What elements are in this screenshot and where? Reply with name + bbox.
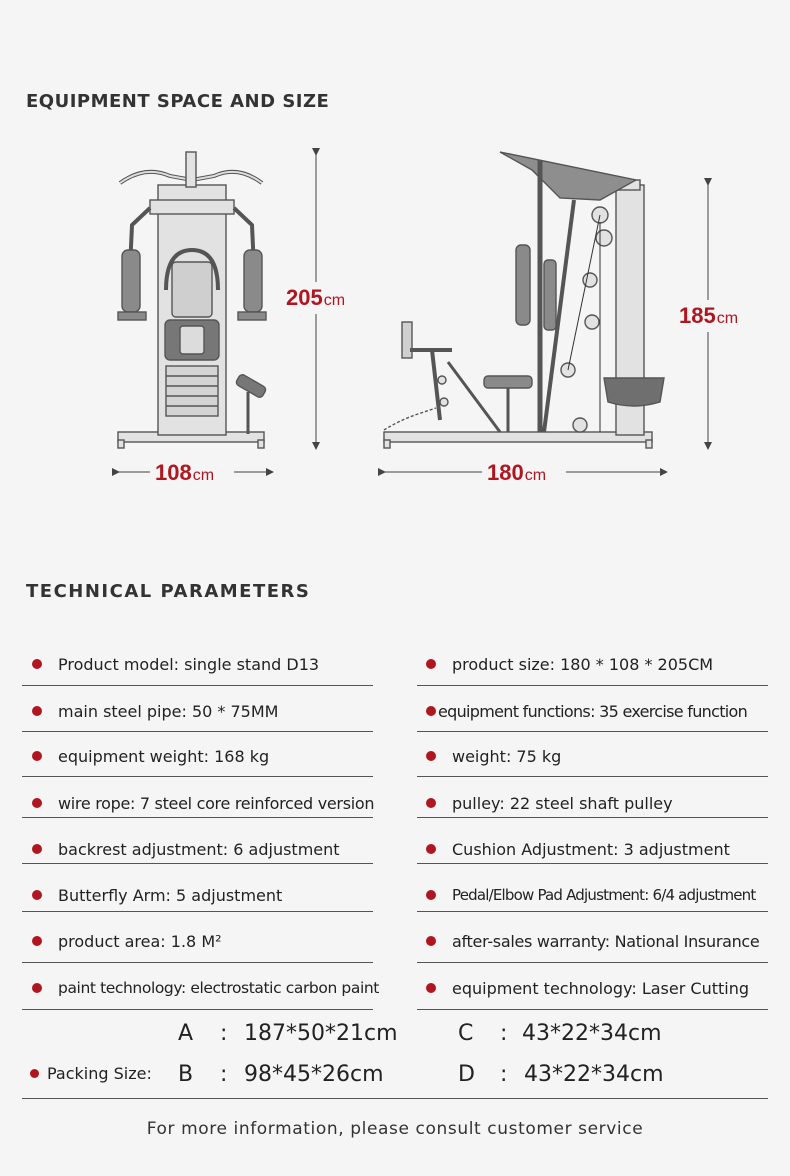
- param-text: product area: 1.8 M²: [58, 931, 222, 951]
- front-width-label: [155, 460, 214, 486]
- param-row: [32, 826, 340, 872]
- param-text: product size: 180 * 108 * 205CM: [452, 654, 714, 674]
- packing-divider: [22, 1098, 768, 1099]
- bullet-icon: [32, 659, 42, 669]
- row-divider: [417, 1009, 768, 1010]
- param-text: paint technology: electrostatic carbon paint: [58, 979, 379, 997]
- packing-colon: :: [220, 1062, 228, 1087]
- packing-colon: :: [500, 1062, 508, 1087]
- row-divider: [417, 817, 768, 818]
- side-height-value: 185: [679, 303, 716, 328]
- bullet-icon: [426, 706, 436, 716]
- param-text: weight: 75 kg: [452, 746, 562, 766]
- bullet-icon: [426, 659, 436, 669]
- packing-colon: :: [220, 1021, 228, 1046]
- front-view-machine: [118, 152, 267, 448]
- row-divider: [22, 863, 373, 864]
- row-divider: [417, 962, 768, 963]
- row-divider: [22, 731, 373, 732]
- param-row: [32, 641, 319, 687]
- param-row: [32, 733, 269, 779]
- param-text: main steel pipe: 50 * 75MM: [58, 701, 279, 721]
- packing-box-id: C: [458, 1021, 474, 1046]
- param-text: Butterfly Arm: 5 adjustment: [58, 885, 283, 905]
- front-width-unit: cm: [192, 467, 215, 484]
- front-height-unit: cm: [323, 292, 346, 309]
- equipment-diagram: [0, 0, 790, 520]
- front-height-value: 205: [286, 285, 323, 310]
- param-row: [32, 688, 278, 734]
- side-length-value: 180: [487, 460, 524, 485]
- packing-box-id: D: [458, 1062, 475, 1087]
- bullet-icon: [32, 936, 42, 946]
- bullet-icon: [32, 798, 42, 808]
- bullet-icon: [32, 844, 42, 854]
- packing-box-id: B: [178, 1062, 194, 1087]
- bullet-icon: [426, 936, 436, 946]
- param-row: [426, 826, 730, 872]
- packing-label-text: Packing Size:: [47, 1064, 152, 1083]
- section-title-params: TECHNICAL PARAMETERS: [26, 581, 311, 602]
- bullet-icon: [426, 798, 436, 808]
- param-text: pulley: 22 steel shaft pulley: [452, 793, 673, 813]
- footer-note: For more information, please consult customer service: [146, 1119, 644, 1139]
- row-divider: [22, 685, 373, 686]
- row-divider: [417, 731, 768, 732]
- param-row: [426, 918, 759, 964]
- row-divider: [417, 776, 768, 777]
- param-text: backrest adjustment: 6 adjustment: [58, 839, 340, 859]
- row-divider: [417, 863, 768, 864]
- param-row: [32, 918, 222, 964]
- packing-label: [30, 1064, 152, 1083]
- row-divider: [22, 776, 373, 777]
- bullet-icon: [426, 844, 436, 854]
- param-text: Pedal/Elbow Pad Adjustment: 6/4 adjustment: [452, 886, 756, 904]
- packing-box-size: 98*45*26cm: [244, 1062, 384, 1087]
- param-row: [426, 965, 749, 1011]
- param-row: [32, 780, 374, 826]
- row-divider: [417, 911, 768, 912]
- param-row: [32, 965, 379, 1011]
- front-width-value: 108: [155, 460, 192, 485]
- row-divider: [22, 911, 373, 912]
- row-divider: [22, 817, 373, 818]
- side-height-unit: cm: [716, 310, 739, 327]
- bullet-icon: [30, 1069, 39, 1078]
- bullet-icon: [32, 706, 42, 716]
- section-title-space: EQUIPMENT SPACE AND SIZE: [26, 91, 330, 112]
- param-text: Product model: single stand D13: [58, 654, 320, 674]
- side-view-machine: [384, 152, 664, 448]
- bullet-icon: [426, 983, 436, 993]
- bullet-icon: [32, 983, 42, 993]
- row-divider: [22, 962, 373, 963]
- packing-box-size: 43*22*34cm: [524, 1062, 664, 1087]
- bullet-icon: [32, 751, 42, 761]
- packing-box-id: A: [178, 1021, 194, 1046]
- packing-colon: :: [500, 1021, 508, 1046]
- front-height-label: [286, 285, 345, 311]
- row-divider: [417, 685, 768, 686]
- param-text: equipment weight: 168 kg: [58, 746, 270, 766]
- param-row: [426, 780, 673, 826]
- side-length-label: [487, 460, 546, 486]
- param-row: [426, 688, 747, 734]
- bullet-icon: [32, 890, 42, 900]
- packing-box-size: 43*22*34cm: [522, 1021, 662, 1046]
- param-text: equipment functions: 35 exercise function: [438, 701, 748, 721]
- packing-box-size: 187*50*21cm: [244, 1021, 398, 1046]
- side-length-unit: cm: [524, 467, 547, 484]
- row-divider: [22, 1009, 373, 1010]
- param-row: [426, 641, 713, 687]
- param-text: equipment technology: Laser Cutting: [452, 978, 749, 998]
- side-height-label: [679, 303, 738, 329]
- bullet-icon: [426, 751, 436, 761]
- bullet-icon: [426, 890, 436, 900]
- param-text: after-sales warranty: National Insurance: [452, 931, 760, 951]
- param-text: Cushion Adjustment: 3 adjustment: [452, 839, 730, 859]
- param-text: wire rope: 7 steel core reinforced version: [58, 793, 375, 813]
- param-row: [426, 733, 561, 779]
